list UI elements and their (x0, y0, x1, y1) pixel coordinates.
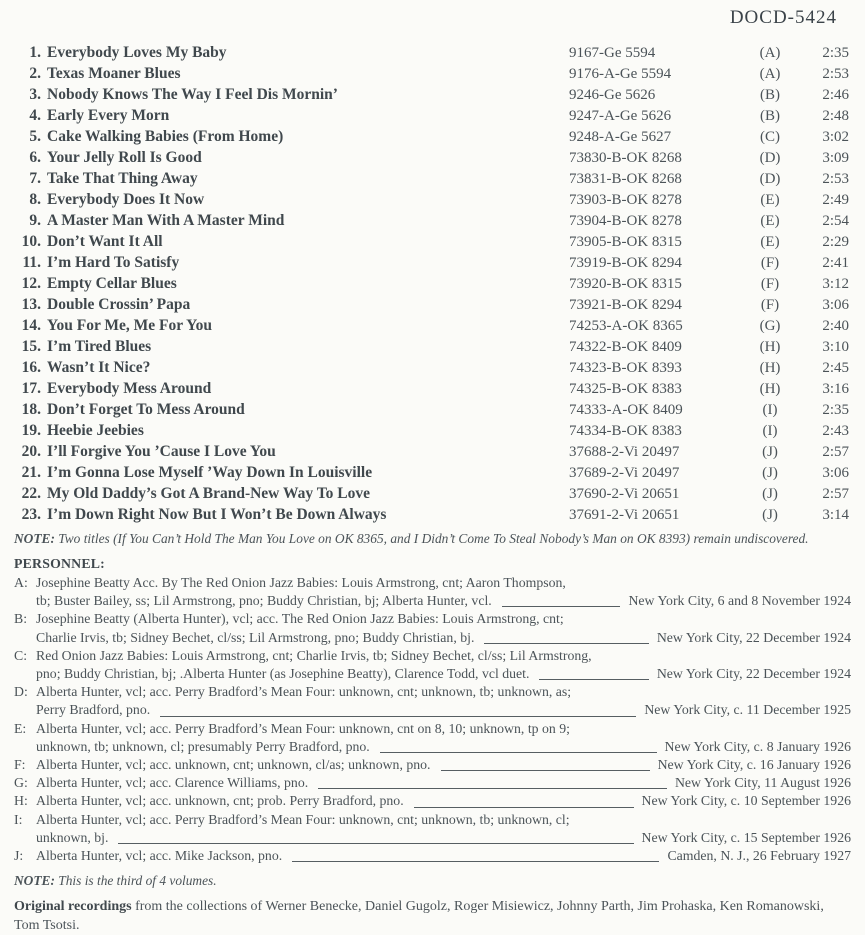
session-date: Camden, N. J., 26 February 1927 (667, 848, 851, 864)
track-number: 21. (21, 464, 41, 481)
session-date: New York City, 11 August 1926 (674, 775, 851, 791)
fill-line (414, 807, 634, 808)
track-title: Texas Moaner Blues (47, 65, 181, 82)
session-date: New York City, 22 December 1924 (656, 666, 851, 682)
track-session-code: (F) (760, 297, 780, 313)
fill-line (160, 716, 636, 717)
track-row (14, 126, 851, 147)
personnel-entry (14, 720, 851, 756)
personnel-line: Josephine Beatty (Alberta Hunter), vcl; acc. The Red Onion Jazz Babies: Louis Armstrong, cnt; (36, 611, 564, 627)
track-row (14, 105, 851, 126)
track-number: 19. (21, 422, 41, 439)
personnel-body (36, 574, 851, 610)
track-matrix: 37688-2-Vi 20497 (569, 444, 680, 460)
track-matrix: 73905-B-OK 8315 (569, 234, 682, 250)
track-session-code: (J) (762, 444, 778, 460)
track-title: My Old Daddy’s Got A Brand-New Way To Love (47, 485, 370, 502)
fill-line (292, 861, 659, 862)
track-duration: 2:35 (822, 402, 849, 418)
track-title: I’m Hard To Satisfy (47, 254, 180, 271)
track-session-code: (G) (759, 318, 781, 334)
track-title: Take That Thing Away (47, 170, 198, 187)
personnel-text: Alberta Hunter, vcl; acc. unknown, cnt; prob. Perry Bradford, pno. (36, 793, 404, 809)
track-session-code: (D) (759, 171, 781, 187)
personnel-entry (14, 647, 851, 683)
session-label: G: (14, 775, 28, 791)
track-title: Nobody Knows The Way I Feel Dis Mornin’ (47, 86, 338, 103)
track-session-code: (J) (762, 486, 778, 502)
track-matrix: 9167-Ge 5594 (569, 45, 656, 61)
personnel-text: unknown, bj. (36, 829, 109, 845)
personnel-entry (14, 792, 851, 810)
track-row (14, 42, 851, 63)
track-row (14, 483, 851, 504)
session-date: New York City, c. 8 January 1926 (664, 738, 851, 754)
personnel-line (36, 847, 851, 865)
track-row (14, 357, 851, 378)
track-duration: 3:06 (822, 465, 849, 481)
track-row (14, 336, 851, 357)
track-number: 14. (21, 317, 41, 334)
personnel-text: pno; Buddy Christian, bj; .Alberta Hunter (as Josephine Beatty), Clarence Todd, vcl duet. (36, 666, 530, 682)
track-duration: 2:46 (822, 87, 849, 103)
fill-line (539, 679, 648, 680)
note-text: Two titles (If You Can’t Hold The Man You Love on OK 8365, and I Didn’t Come To Steal Nobody’s Man on OK 8393) remain undiscovered. (54, 531, 809, 546)
track-number: 20. (21, 443, 41, 460)
personnel-line: Alberta Hunter, vcl; acc. Perry Bradford’s Mean Four: unknown, cnt; unknown, tb; unknown, as; (36, 684, 572, 700)
track-number: 12. (21, 275, 41, 292)
session-label: F: (14, 757, 26, 773)
track-duration: 2:45 (822, 360, 849, 376)
fill-line (318, 788, 667, 789)
session-label: D: (14, 684, 28, 700)
session-label: I: (14, 811, 23, 827)
track-matrix: 73904-B-OK 8278 (569, 213, 682, 229)
personnel-line: Alberta Hunter, vcl; acc. Perry Bradford’s Mean Four: unknown, cnt; unknown, tb; unknown, cl; (36, 811, 570, 827)
personnel-line (36, 701, 851, 719)
track-duration: 3:02 (822, 129, 849, 145)
track-matrix: 9246-Ge 5626 (569, 87, 656, 103)
track-title: Everybody Mess Around (47, 380, 212, 397)
track-title: Early Every Morn (47, 107, 170, 124)
track-row (14, 504, 851, 525)
personnel-text: Alberta Hunter, vcl; acc. Clarence Williams, pno. (36, 775, 309, 791)
fill-line (441, 770, 650, 771)
session-date: New York City, c. 15 September 1926 (641, 829, 851, 845)
track-matrix: 9248-A-Ge 5627 (569, 129, 672, 145)
track-session-code: (I) (762, 423, 778, 439)
track-row (14, 210, 851, 231)
track-row (14, 420, 851, 441)
track-duration: 3:09 (822, 150, 849, 166)
track-duration: 2:57 (822, 486, 849, 502)
track-matrix: 37691-2-Vi 20651 (569, 507, 680, 523)
track-title: Everybody Does It Now (47, 191, 205, 208)
personnel-line (36, 665, 851, 683)
fill-line (484, 643, 648, 644)
track-matrix: 74333-A-OK 8409 (569, 402, 683, 418)
track-number: 2. (29, 65, 41, 82)
session-label: B: (14, 611, 28, 627)
track-session-code: (I) (762, 402, 778, 418)
track-matrix: 74334-B-OK 8383 (569, 423, 682, 439)
personnel-entry (14, 574, 851, 610)
track-matrix: 74253-A-OK 8365 (569, 318, 683, 334)
note-text: This is the third of 4 volumes. (54, 873, 217, 889)
track-matrix: 73830-B-OK 8268 (569, 150, 682, 166)
track-duration: 2:48 (822, 108, 849, 124)
track-session-code: (A) (759, 45, 781, 61)
personnel-body (36, 774, 851, 792)
personnel-entry (14, 610, 851, 646)
track-session-code: (E) (760, 192, 780, 208)
track-number: 1. (29, 44, 41, 61)
track-matrix: 73903-B-OK 8278 (569, 192, 682, 208)
note-label: NOTE: (14, 873, 55, 889)
track-session-code: (H) (759, 360, 781, 376)
track-number: 18. (21, 401, 41, 418)
personnel-line: Red Onion Jazz Babies: Louis Armstrong, cnt; Charlie Irvis, tb; Sidney Bechet, cl/ss; Lil Armstrong, (36, 647, 592, 663)
track-number: 8. (29, 191, 41, 208)
track-session-code: (E) (760, 234, 780, 250)
track-number: 7. (29, 170, 41, 187)
note-label: NOTE: (14, 531, 55, 546)
session-date: New York City, c. 10 September 1926 (641, 793, 851, 809)
personnel-text: tb; Buster Bailey, ss; Lil Armstrong, pno; Buddy Christian, bj; Alberta Hunter, vcl. (36, 593, 492, 609)
personnel-line: Alberta Hunter, vcl; acc. Perry Bradford’s Mean Four: unknown, cnt on 8, 10; unknown, tp on 9; (36, 720, 570, 736)
track-matrix: 73921-B-OK 8294 (569, 297, 682, 313)
session-label: E: (14, 720, 27, 736)
track-title: Your Jelly Roll Is Good (47, 149, 202, 166)
fill-line (118, 843, 633, 844)
track-title: I’m Down Right Now But I Won’t Be Down Always (47, 506, 387, 523)
track-row (14, 147, 851, 168)
personnel-line (36, 774, 851, 792)
personnel-text: Charlie Irvis, tb; Sidney Bechet, cl/ss; Lil Armstrong, pno; Buddy Christian, bj. (36, 629, 475, 645)
personnel-entry (14, 774, 851, 792)
tracklist (14, 42, 851, 525)
track-number: 6. (29, 149, 41, 166)
track-duration: 2:29 (822, 234, 849, 250)
track-title: You For Me, Me For You (47, 317, 213, 334)
track-session-code: (D) (759, 150, 781, 166)
track-number: 16. (21, 359, 41, 376)
track-number: 10. (21, 233, 41, 250)
personnel-entry (14, 756, 851, 774)
track-session-code: (J) (762, 507, 778, 523)
personnel-body (36, 847, 851, 865)
track-title: I’m Gonna Lose Myself ’Way Down In Louisville (47, 464, 373, 481)
track-title: Don’t Want It All (47, 233, 163, 250)
track-matrix: 73919-B-OK 8294 (569, 255, 682, 271)
session-label: J: (14, 848, 24, 864)
track-session-code: (E) (760, 213, 780, 229)
fill-line (380, 752, 657, 753)
track-row (14, 441, 851, 462)
track-duration: 2:54 (822, 213, 849, 229)
track-title: Heebie Jeebies (47, 422, 144, 439)
track-row (14, 294, 851, 315)
track-duration: 2:57 (822, 444, 849, 460)
track-duration: 2:43 (822, 423, 849, 439)
track-title: Wasn’t It Nice? (47, 359, 151, 376)
session-date: New York City, 22 December 1924 (656, 629, 851, 645)
track-row (14, 84, 851, 105)
track-title: Empty Cellar Blues (47, 275, 177, 292)
track-matrix: 9176-A-Ge 5594 (569, 66, 672, 82)
track-row (14, 273, 851, 294)
track-title: Don’t Forget To Mess Around (47, 401, 245, 418)
track-row (14, 168, 851, 189)
track-number: 13. (21, 296, 41, 313)
track-matrix: 9247-A-Ge 5626 (569, 108, 672, 124)
fill-line (502, 606, 621, 607)
credits-label: Original recordings (14, 899, 132, 915)
personnel-body (36, 683, 851, 719)
track-row (14, 399, 851, 420)
track-duration: 3:12 (822, 276, 849, 292)
personnel-text: Perry Bradford, pno. (36, 702, 151, 718)
personnel-body (36, 610, 851, 646)
track-duration: 2:35 (822, 45, 849, 61)
track-session-code: (F) (760, 276, 780, 292)
track-number: 17. (21, 380, 41, 397)
personnel-line: Josephine Beatty Acc. By The Red Onion Jazz Babies: Louis Armstrong, cnt; Aaron Thompson, (36, 575, 566, 590)
track-number: 11. (22, 254, 41, 271)
personnel-line (36, 629, 851, 647)
track-duration: 2:53 (822, 66, 849, 82)
track-row (14, 315, 851, 336)
track-matrix: 74322-B-OK 8409 (569, 339, 682, 355)
credits (14, 898, 842, 935)
session-label: C: (14, 647, 28, 663)
session-label: A: (14, 575, 28, 590)
personnel-text: unknown, tb; unknown, cl; presumably Perry Bradford, pno. (36, 738, 370, 754)
track-duration: 3:06 (822, 297, 849, 313)
personnel-body (36, 756, 851, 774)
track-number: 5. (29, 128, 41, 145)
track-duration: 3:10 (822, 339, 849, 355)
track-title: Everybody Loves My Baby (47, 44, 227, 61)
track-matrix: 73920-B-OK 8315 (569, 276, 682, 292)
track-duration: 2:41 (822, 255, 849, 271)
track-session-code: (B) (760, 108, 780, 124)
personnel-line (36, 756, 851, 774)
track-session-code: (C) (760, 129, 780, 145)
note-volumes (14, 873, 851, 889)
track-duration: 3:14 (822, 507, 849, 523)
track-row (14, 462, 851, 483)
track-row (14, 378, 851, 399)
track-title: A Master Man With A Master Mind (47, 212, 285, 229)
personnel-line (36, 592, 851, 610)
personnel-text: Alberta Hunter, vcl; acc. unknown, cnt; unknown, cl/as; unknown, pno. (36, 757, 431, 773)
track-session-code: (F) (760, 255, 780, 271)
personnel-entry (14, 847, 851, 865)
track-matrix: 73831-B-OK 8268 (569, 171, 682, 187)
session-label: H: (14, 793, 28, 809)
session-date: New York City, 6 and 8 November 1924 (628, 593, 851, 609)
personnel-entry (14, 683, 851, 719)
personnel-body (36, 720, 851, 756)
personnel-body (36, 647, 851, 683)
track-number: 9. (29, 212, 41, 229)
note-undiscovered (14, 531, 851, 547)
personnel-text: Alberta Hunter, vcl; acc. Mike Jackson, pno. (36, 848, 283, 864)
track-row (14, 63, 851, 84)
personnel-body (36, 792, 851, 810)
track-row (14, 252, 851, 273)
track-session-code: (H) (759, 339, 781, 355)
track-session-code: (A) (759, 66, 781, 82)
personnel-line (36, 792, 851, 810)
personnel-line (36, 738, 851, 756)
personnel-list (14, 574, 851, 865)
track-row (14, 231, 851, 252)
track-title: Cake Walking Babies (From Home) (47, 128, 284, 145)
personnel-heading: PERSONNEL: (14, 556, 105, 571)
track-title: Double Crossin’ Papa (47, 296, 191, 313)
personnel-entry (14, 811, 851, 847)
track-session-code: (H) (759, 381, 781, 397)
personnel-line (36, 829, 851, 847)
track-number: 22. (21, 485, 41, 502)
track-matrix: 74325-B-OK 8383 (569, 381, 682, 397)
track-number: 15. (21, 338, 41, 355)
track-duration: 2:49 (822, 192, 849, 208)
track-number: 23. (21, 506, 41, 523)
track-matrix: 37689-2-Vi 20497 (569, 465, 680, 481)
catalog-number: DOCD-5424 (729, 7, 837, 28)
track-title: I’m Tired Blues (47, 338, 152, 355)
session-date: New York City, c. 16 January 1926 (657, 757, 851, 773)
track-duration: 2:40 (822, 318, 849, 334)
track-session-code: (B) (760, 87, 780, 103)
track-title: I’ll Forgive You ’Cause I Love You (47, 443, 276, 460)
track-row (14, 189, 851, 210)
track-session-code: (J) (762, 465, 778, 481)
track-matrix: 37690-2-Vi 20651 (569, 486, 680, 502)
track-number: 4. (29, 107, 41, 124)
track-matrix: 74323-B-OK 8393 (569, 360, 682, 376)
personnel-body (36, 811, 851, 847)
credits-text: from the collections of Werner Benecke, Daniel Gugolz, Roger Misiewicz, Johnny Parth, Jim Prohaska, Ken Romanowski, Tom Tsotsi. (14, 899, 824, 933)
track-number: 3. (29, 86, 41, 103)
track-duration: 2:53 (822, 171, 849, 187)
session-date: New York City, c. 11 December 1925 (644, 702, 851, 718)
track-duration: 3:16 (822, 381, 849, 397)
